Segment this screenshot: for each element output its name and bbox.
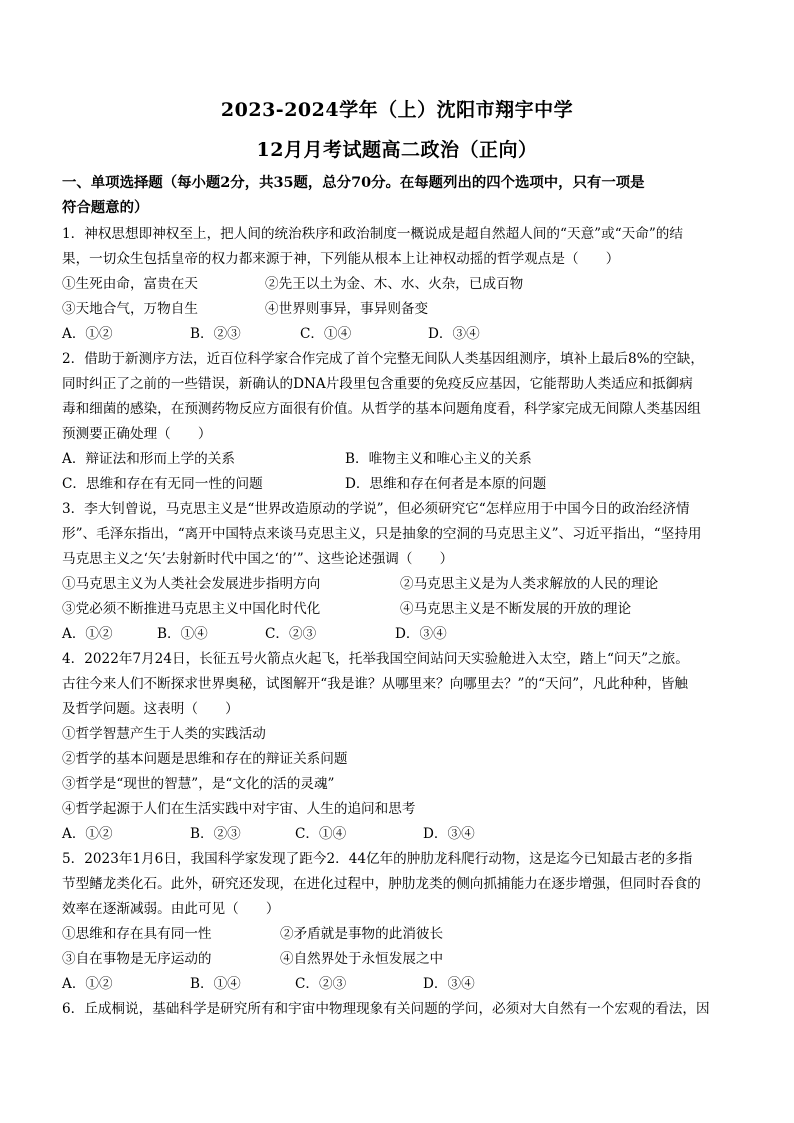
statement-3: ③自在事物是无序运动的 [62,951,212,967]
option-c: C．思维和存在有无同一性的问题 [62,476,263,492]
option-b: B．①④ [157,626,208,642]
statement-1: ①生死由命，富贵在天 [62,276,198,292]
option-b: B．②③ [190,826,241,842]
question-stem: 马克思主义之‘矢’去射新时代中国之‘的’”、这些论述强调（ ） [62,551,454,567]
question-stem: 3．李大钊曾说，马克思主义是“世界改造原动的学说”，但必须研究它“怎样应用于中国今日的政治经济情 [62,501,690,517]
statement-2: ②哲学的基本问题是思维和存在的辩证关系问题 [62,751,348,767]
question-stem: 形”、毛泽东指出，“离开中国特点来谈马克思主义，只是抽象的空洞的马克思主义”、习近平指出，“坚持用 [62,526,702,542]
statement-1: ①马克思主义为人类社会发展进步指明方向 [62,576,321,592]
question-stem: 同时纠正了之前的一些错误，新确认的DNA片段里包含重要的免疫反应基因，它能帮助人类适应和抵御病 [62,376,693,392]
statement-4: ④哲学起源于人们在生活实践中对宇宙、人生的追问和思考 [62,801,416,817]
section-heading-cont: 符合题意的） [62,199,149,216]
exam-title-line2: 12月月考试题高二政治（正向） [256,139,538,161]
option-d: D．③④ [395,626,447,642]
option-c: C．②③ [295,976,347,992]
exam-title-line1: 2023-2024学年（上）沈阳市翔宇中学 [220,99,574,121]
statement-2: ②先王以土为金、木、水、火杂，已成百物 [265,276,524,292]
option-c: C．①④ [300,326,352,342]
option-c: C．①④ [295,826,347,842]
question-stem: 古往今来人们不断探求世界奥秘，试图解开“我是谁？从哪里来？向哪里去？”的“天问”，凡此种种，皆触 [62,676,688,692]
statement-2: ②矛盾就是事物的此消彼长 [280,926,444,942]
question-stem: 节型鳍龙类化石。此外，研究还发现，在进化过程中，肿肋龙类的侧向抓捕能力在逐步增强，但同时吞食的 [62,876,701,892]
section-heading: 一、单项选择题（每小题2分，共35题，总分70分。在每题列出的四个选项中，只有一项是 [62,174,645,191]
question-stem: 6．丘成桐说，基础科学是研究所有和宇宙中物理现象有关问题的学问，必须对大自然有一个宏观的看法，因 [62,1001,710,1017]
question-stem: 及哲学问题。这表明（ ） [62,701,239,717]
option-d: D．③④ [423,826,475,842]
question-stem: 效率在逐渐减弱。由此可见（ ） [62,901,280,917]
option-b: B．②③ [190,326,241,342]
statement-3: ③党必须不断推进马克思主义中国化时代化 [62,601,321,617]
option-d: D．③④ [423,976,475,992]
option-a: A．①② [62,626,113,642]
option-c: C．②③ [265,626,317,642]
question-stem: 预测要正确处理（ ） [62,426,212,442]
statement-1: ①思维和存在具有同一性 [62,926,212,942]
option-b: B．①④ [190,976,241,992]
statement-1: ①哲学智慧产生于人类的实践活动 [62,726,266,742]
option-a: A．①② [62,826,113,842]
question-stem: 4．2022年7月24日，长征五号火箭点火起飞，托举我国空间站问天实验舱进入太空，踏上“问天”之旅。 [62,651,689,667]
statement-4: ④自然界处于永恒发展之中 [280,951,444,967]
question-stem: 1．神权思想即神权至上，把人间的统治秩序和政治制度一概说成是超自然超人间的“天意”或“天命”的结 [62,226,683,242]
option-b: B．唯物主义和唯心主义的关系 [345,451,532,467]
question-stem: 2．借助于新测序方法，近百位科学家合作完成了首个完整无间队人类基因组测序，填补上最后8%的空缺， [62,351,704,367]
statement-2: ②马克思主义是为人类求解放的人民的理论 [400,576,659,592]
option-a: A．辩证法和形而上学的关系 [62,451,235,467]
option-a: A．①② [62,326,113,342]
statement-3: ③天地合气，万物自生 [62,301,198,317]
statement-4: ④马克思主义是不断发展的开放的理论 [400,601,632,617]
question-stem: 果，一切众生包括皇帝的权力都来源于神，下列能从根本上让神权动摇的哲学观点是（ ） [62,251,620,267]
option-a: A．①② [62,976,113,992]
option-d: D．思维和存在何者是本原的问题 [345,476,547,492]
question-stem: 5．2023年1月6日，我国科学家发现了距今2．44亿年的肿肋龙科爬行动物，这是迄今已知最古老的多指 [62,851,693,867]
option-d: D．③④ [428,326,480,342]
statement-4: ④世界则事异，事异则备变 [265,301,429,317]
statement-3: ③哲学是“现世的智慧”，是“文化的活的灵魂” [62,776,335,792]
question-stem: 毒和细菌的感染，在预测药物反应方面很有价值。从哲学的基本问题角度看，科学家完成无间隙人类基因组 [62,401,701,417]
